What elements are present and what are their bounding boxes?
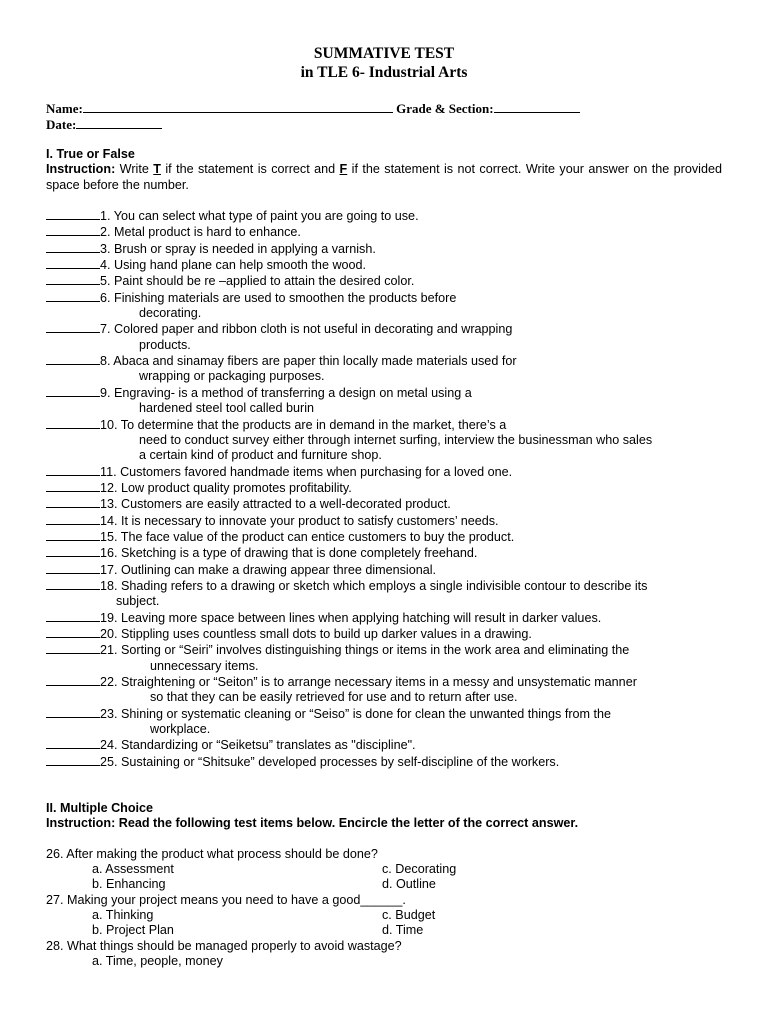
statement-text: 3. Brush or spray is needed in applying a varnish. — [100, 241, 376, 256]
tf-item-9 — [46, 385, 722, 401]
part1-instruction: Instruction: Write T if the statement is correct and F if the statement is not correct. Write your answer on the provided space before the number. — [46, 162, 722, 192]
false-letter: F — [339, 162, 348, 177]
part2-instruction: Instruction: Read the following test items below. Encircle the letter of the correct answer. — [46, 816, 579, 831]
choice-a[interactable]: a. Time, people, money — [92, 954, 223, 969]
answer-blank[interactable] — [46, 290, 100, 302]
statement-text: 16. Sketching is a type of drawing that is done completely freehand. — [100, 546, 478, 561]
tf-item-8-continued — [46, 369, 722, 384]
tf-item-22 — [46, 674, 722, 690]
statement-text: 14. It is necessary to innovate your product to satisfy customers’ needs. — [100, 513, 499, 528]
statement-text: 24. Standardizing or “Seiketsu” translates as "discipline". — [100, 738, 416, 753]
answer-blank[interactable] — [46, 578, 100, 590]
true-false-list — [46, 208, 722, 770]
statement-text: decorating. — [139, 306, 202, 321]
answer-blank[interactable] — [46, 353, 100, 365]
choice-a[interactable]: a. Assessment — [92, 862, 174, 877]
tf-item-10-continued — [46, 448, 722, 463]
tf-item-1 — [46, 208, 722, 224]
statement-text: 20. Stippling uses countless small dots to build up darker values in a drawing. — [100, 626, 532, 641]
tf-item-11 — [46, 464, 722, 480]
date-blank[interactable] — [76, 117, 162, 129]
student-info — [46, 101, 722, 133]
tf-item-19 — [46, 610, 722, 626]
answer-blank[interactable] — [46, 513, 100, 525]
statement-text: 23. Shining or systematic cleaning or “Seiso” is done for clean the unwanted things from the — [100, 706, 612, 721]
answer-blank[interactable] — [46, 480, 100, 492]
answer-blank[interactable] — [46, 562, 100, 574]
statement-text: 9. Engraving- is a method of transferring a design on metal using a — [100, 385, 472, 400]
question-28 — [46, 939, 722, 970]
statement-text: a certain kind of product and furniture shop. — [139, 448, 382, 463]
question-26 — [46, 847, 722, 893]
choice-c[interactable]: c. Budget — [382, 908, 436, 923]
tf-item-14 — [46, 513, 722, 529]
statement-text: subject. — [116, 594, 160, 609]
name-label: Name: — [46, 101, 83, 116]
question-text: 28. What things should be managed properly to avoid wastage? — [46, 938, 402, 953]
statement-text: 19. Leaving more space between lines when applying hatching will result in darker values. — [100, 610, 602, 625]
tf-item-12 — [46, 480, 722, 496]
answer-blank[interactable] — [46, 273, 100, 285]
tf-item-10-continued — [46, 433, 722, 448]
choice-b[interactable]: b. Enhancing — [92, 877, 166, 892]
tf-item-9-continued — [46, 401, 722, 416]
answer-blank[interactable] — [46, 417, 100, 429]
part1-heading: I. True or False — [46, 147, 135, 161]
tf-item-21 — [46, 642, 722, 658]
choice-c[interactable]: c. Decorating — [382, 862, 457, 877]
choice-b[interactable]: b. Project Plan — [92, 923, 174, 938]
answer-blank[interactable] — [46, 610, 100, 622]
answer-blank[interactable] — [46, 737, 100, 749]
tf-item-22-continued — [46, 690, 722, 705]
tf-item-2 — [46, 224, 722, 240]
date-label: Date: — [46, 117, 77, 132]
answer-blank[interactable] — [46, 754, 100, 766]
statement-text: 25. Sustaining or “Shitsuke” developed processes by self-discipline of the workers. — [100, 754, 560, 769]
tf-item-20 — [46, 626, 722, 642]
tf-item-25 — [46, 754, 722, 770]
name-blank[interactable] — [83, 101, 393, 113]
instruction-label: Instruction: — [46, 162, 116, 177]
date-row — [46, 117, 722, 133]
statement-text: 10. To determine that the products are in demand in the market, there’s a — [100, 417, 507, 432]
answer-blank[interactable] — [46, 529, 100, 541]
tf-item-8 — [46, 353, 722, 369]
answer-blank[interactable] — [46, 464, 100, 476]
statement-text: unnecessary items. — [150, 658, 259, 673]
name-grade-row — [46, 101, 722, 117]
answer-blank[interactable] — [46, 642, 100, 654]
tf-item-3 — [46, 241, 722, 257]
answer-blank[interactable] — [46, 545, 100, 557]
tf-item-7 — [46, 321, 722, 337]
choice-d[interactable]: d. Outline — [382, 877, 436, 892]
statement-text: 17. Outlining can make a drawing appear three dimensional. — [100, 562, 437, 577]
test-title: SUMMATIVE TEST — [313, 45, 455, 62]
tf-item-13 — [46, 496, 722, 512]
statement-text: products. — [139, 337, 191, 352]
tf-item-10 — [46, 417, 722, 433]
answer-blank[interactable] — [46, 706, 100, 718]
statement-text: 22. Straightening or “Seiton” is to arrange necessary items in a messy and unsystematic manner — [100, 675, 637, 689]
answer-blank[interactable] — [46, 224, 100, 236]
tf-item-23-continued — [46, 722, 722, 737]
statement-text: 2. Metal product is hard to enhance. — [100, 225, 301, 240]
choice-a[interactable]: a. Thinking — [92, 908, 154, 923]
statement-text: need to conduct survey either through internet surfing, interview the businessman who sales — [139, 432, 653, 447]
statement-text: wrapping or packaging purposes. — [139, 369, 325, 384]
tf-item-18-continued — [46, 594, 722, 609]
statement-text: 6. Finishing materials are used to smoothen the products before — [100, 290, 457, 305]
statement-text: 18. Shading refers to a drawing or sketch which employs a single indivisible contour to describe its — [100, 578, 648, 593]
answer-blank[interactable] — [46, 208, 100, 220]
statement-text: 1. You can select what type of paint you are going to use. — [100, 209, 419, 224]
answer-blank[interactable] — [46, 257, 100, 269]
tf-item-21-continued — [46, 659, 722, 674]
statement-text: hardened steel tool called burin — [139, 401, 315, 416]
tf-item-6 — [46, 290, 722, 306]
grade-label: Grade & Section: — [396, 101, 494, 116]
statement-text: 7. Colored paper and ribbon cloth is not useful in decorating and wrapping — [100, 322, 513, 337]
statement-text: workplace. — [150, 722, 211, 737]
statement-text: 5. Paint should be re –applied to attain the desired color. — [100, 274, 415, 289]
answer-blank[interactable] — [46, 385, 100, 397]
true-letter: T — [153, 162, 161, 177]
question-text: 26. After making the product what process should be done? — [46, 846, 378, 861]
tf-item-6-continued — [46, 306, 722, 321]
answer-blank[interactable] — [46, 626, 100, 638]
grade-blank[interactable] — [494, 101, 580, 113]
question-text: 27. Making your project means you need to have a good______. — [46, 892, 406, 907]
tf-item-17 — [46, 562, 722, 578]
statement-text: 21. Sorting or “Seiri” involves distinguishing things or items in the work area and eliminating the — [100, 643, 630, 658]
statement-text: 12. Low product quality promotes profitability. — [100, 480, 352, 495]
statement-text: 11. Customers favored handmade items when purchasing for a loved one. — [100, 464, 513, 479]
statement-text: 13. Customers are easily attracted to a well-decorated product. — [100, 497, 451, 512]
statement-text: 15. The face value of the product can entice customers to buy the product. — [100, 529, 515, 544]
answer-blank[interactable] — [46, 674, 100, 686]
statement-text: 4. Using hand plane can help smooth the wood. — [100, 258, 367, 273]
tf-item-5 — [46, 273, 722, 289]
tf-item-24 — [46, 737, 722, 753]
answer-blank[interactable] — [46, 241, 100, 253]
choice-d[interactable]: d. Time — [382, 923, 424, 938]
statement-text: 8. Abaca and sinamay fibers are paper thin locally made materials used for — [100, 354, 517, 369]
question-27 — [46, 893, 722, 939]
part2-heading: II. Multiple Choice — [46, 801, 154, 816]
answer-blank[interactable] — [46, 496, 100, 508]
tf-item-7-continued — [46, 338, 722, 353]
answer-blank[interactable] — [46, 321, 100, 333]
test-subtitle: in TLE 6- Industrial Arts — [300, 64, 468, 81]
tf-item-15 — [46, 529, 722, 545]
test-page — [46, 44, 722, 970]
tf-item-23 — [46, 706, 722, 722]
tf-item-4 — [46, 257, 722, 273]
tf-item-16 — [46, 545, 722, 561]
tf-item-18 — [46, 578, 722, 594]
statement-text: so that they can be easily retrieved for use and to return after use. — [150, 690, 518, 705]
